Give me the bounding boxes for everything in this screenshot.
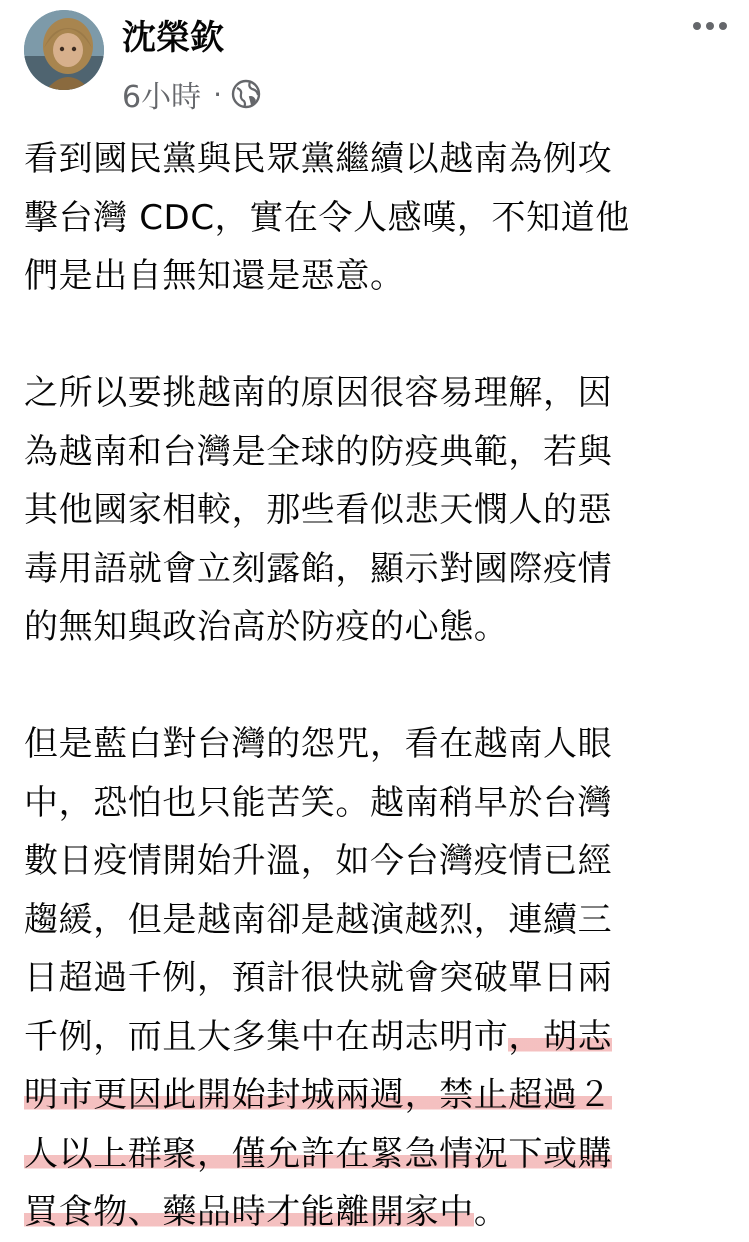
post-body	[24, 130, 724, 1242]
more-dot	[693, 22, 701, 30]
post-text-line	[24, 1066, 724, 1125]
author-avatar[interactable]	[24, 10, 104, 90]
more-dot	[706, 22, 714, 30]
meta-separator: ·	[213, 77, 222, 111]
post-timestamp[interactable]: 6小時	[122, 80, 202, 115]
paragraph-gap	[24, 306, 724, 365]
post-text-line: 日超過千例，預計很快就會突破單日兩	[24, 958, 613, 998]
post-text-line: 們是出自無知還是惡意。	[24, 256, 405, 296]
highlighted-text: 買食物、藥品時才能離開家中	[24, 1192, 474, 1232]
post-text-line: 擊台灣 CDC，實在令人感嘆，不知道他	[24, 197, 630, 238]
more-options-icon[interactable]	[693, 14, 727, 38]
post-text-line: 為越南和台灣是全球的防疫典範，若與	[24, 431, 613, 472]
post-text-line: 其他國家相較，那些看似悲天憫人的惡	[24, 490, 613, 530]
post-text-line: 之所以要挑越南的原因很容易理解，因	[24, 373, 613, 413]
highlighted-text: 明市更因此開始封城兩週，禁止超過２	[24, 1075, 613, 1115]
post-header	[0, 0, 749, 120]
author-name[interactable]: 沈榮欽	[122, 18, 224, 58]
post-text-line: 趨緩，但是越南卻是越演越烈，連續三	[24, 899, 613, 940]
post-text-line: 數日疫情開始升溫，如今台灣疫情已經	[24, 841, 613, 881]
post-text-line: 中，恐怕也只能苦笑。越南稍早於台灣	[24, 782, 613, 823]
paragraph-gap	[24, 657, 724, 716]
highlighted-text: ，胡志	[508, 1016, 613, 1057]
avatar-image	[24, 10, 104, 90]
post-text-line: 的無知與政治高於防疫的心態。	[24, 607, 509, 647]
post-text-line	[24, 1183, 724, 1242]
globe-icon[interactable]	[230, 78, 262, 110]
post-text-plain: 千例，而且大多集中在胡志明市	[24, 1016, 509, 1057]
post-text-ending: 。	[473, 1192, 509, 1232]
post-meta	[122, 76, 262, 115]
post-text-line	[24, 1008, 724, 1067]
highlighted-text: 人以上群聚，僅允許在緊急情況下或購	[24, 1133, 613, 1174]
more-dot	[719, 22, 727, 30]
post-text-line: 毒用語就會立刻露餡，顯示對國際疫情	[24, 548, 613, 589]
post-text-line	[24, 1125, 724, 1184]
post-text-line: 但是藍白對台灣的怨咒，看在越南人眼	[24, 724, 613, 764]
post-text-line: 看到國民黨與民眾黨繼續以越南為例攻	[24, 139, 613, 179]
